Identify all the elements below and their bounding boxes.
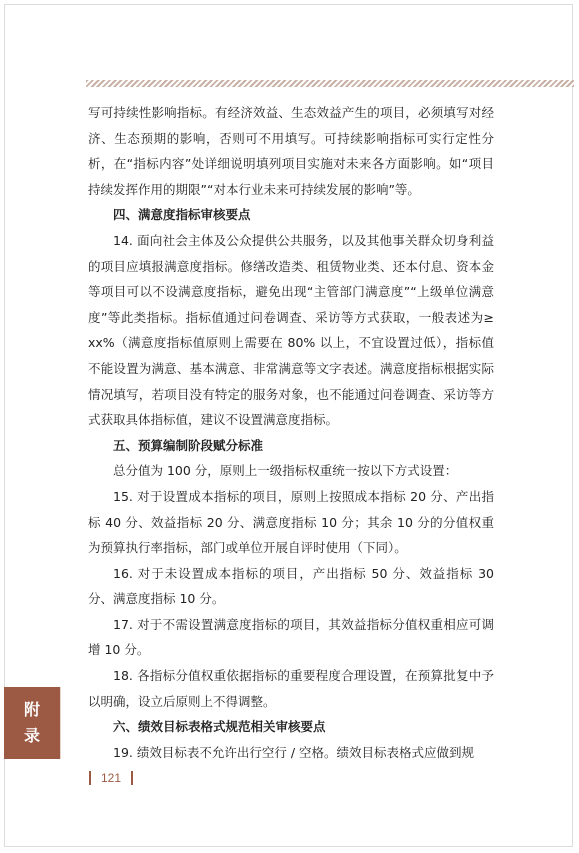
side-tab-char: 录 xyxy=(23,726,40,745)
section-heading: 六、绩效目标表格式规范相关审核要点 xyxy=(113,719,326,735)
paragraph: 总分值为 100 分，原则上一级指标权重统一按以下方式设置： xyxy=(113,463,458,479)
paragraph: 14. 面向社会主体及公众提供公共服务，以及其他事关群众切身利益的项目应填报满意度指标。修缮改造类、租赁物业类、还本付息、资本金等项目可以不设满意度指标，避免出现“主管部门满意度”“上级单位满意度”等此类指标。指标值通过问卷调查、采访等方式获取，一般表述为≥ xx%（满意度指标值原则上需要在 80% 以上，不宜设置过低），指标值不能设置为满意、基本满意、非常满意等文字表述。满意度指标根据实际情况填写，若项目没有特定的服务对象，也不能通过问卷调查、采访等方式获取具体指标值，建议不设置满意度指标。 xyxy=(88,232,494,428)
paragraph: 17. 对于不需设置满意度指标的项目，其效益指标分值权重相应可调增 10 分。 xyxy=(88,616,494,658)
paragraph: 16. 对于未设置成本指标的项目，产出指标 50 分、效益指标 30 分、满意度指标 10 分。 xyxy=(88,565,494,607)
paragraph: 19. 绩效目标表不允许出行空行 / 空格。绩效目标表格式应做到规 xyxy=(113,744,475,760)
footer-bar-right xyxy=(131,771,133,785)
paragraph: 18. 各指标分值权重依据指标的重要程度合理设置，在预算批复中予以明确，设立后原则上不得调整。 xyxy=(88,668,494,709)
document-body xyxy=(88,100,494,765)
section-heading: 五、预算编制阶段赋分标准 xyxy=(113,437,264,453)
appendix-side-tab xyxy=(4,687,60,759)
paragraph: 15. 对于设置成本指标的项目，原则上按照成本指标 20 分、产出指标 40 分、效益指标 20 分、满意度指标 10 分；其余 10 分的分值权重为预算执行率指标，部门或单位开展自评时使用（下同）。 xyxy=(88,488,494,556)
side-tab-char: 附 xyxy=(23,700,40,719)
header-hatch-bar xyxy=(86,80,574,87)
paragraph-continuation: 写可持续性影响指标。有经济效益、生态效益产生的项目，必须填写对经济、生态预期的影响，否则可不用填写。可持续影响指标可实行定性分析，在“指标内容”处详细说明填列项目实施对未来各方面影响。如“项目持续发挥作用的期限”“对本行业未来可持续发展的影响”等。 xyxy=(88,105,494,197)
section-heading: 四、满意度指标审核要点 xyxy=(113,207,251,223)
page-number: 121 xyxy=(101,771,122,785)
footer-bar-left xyxy=(89,771,91,785)
page-footer xyxy=(89,770,133,786)
